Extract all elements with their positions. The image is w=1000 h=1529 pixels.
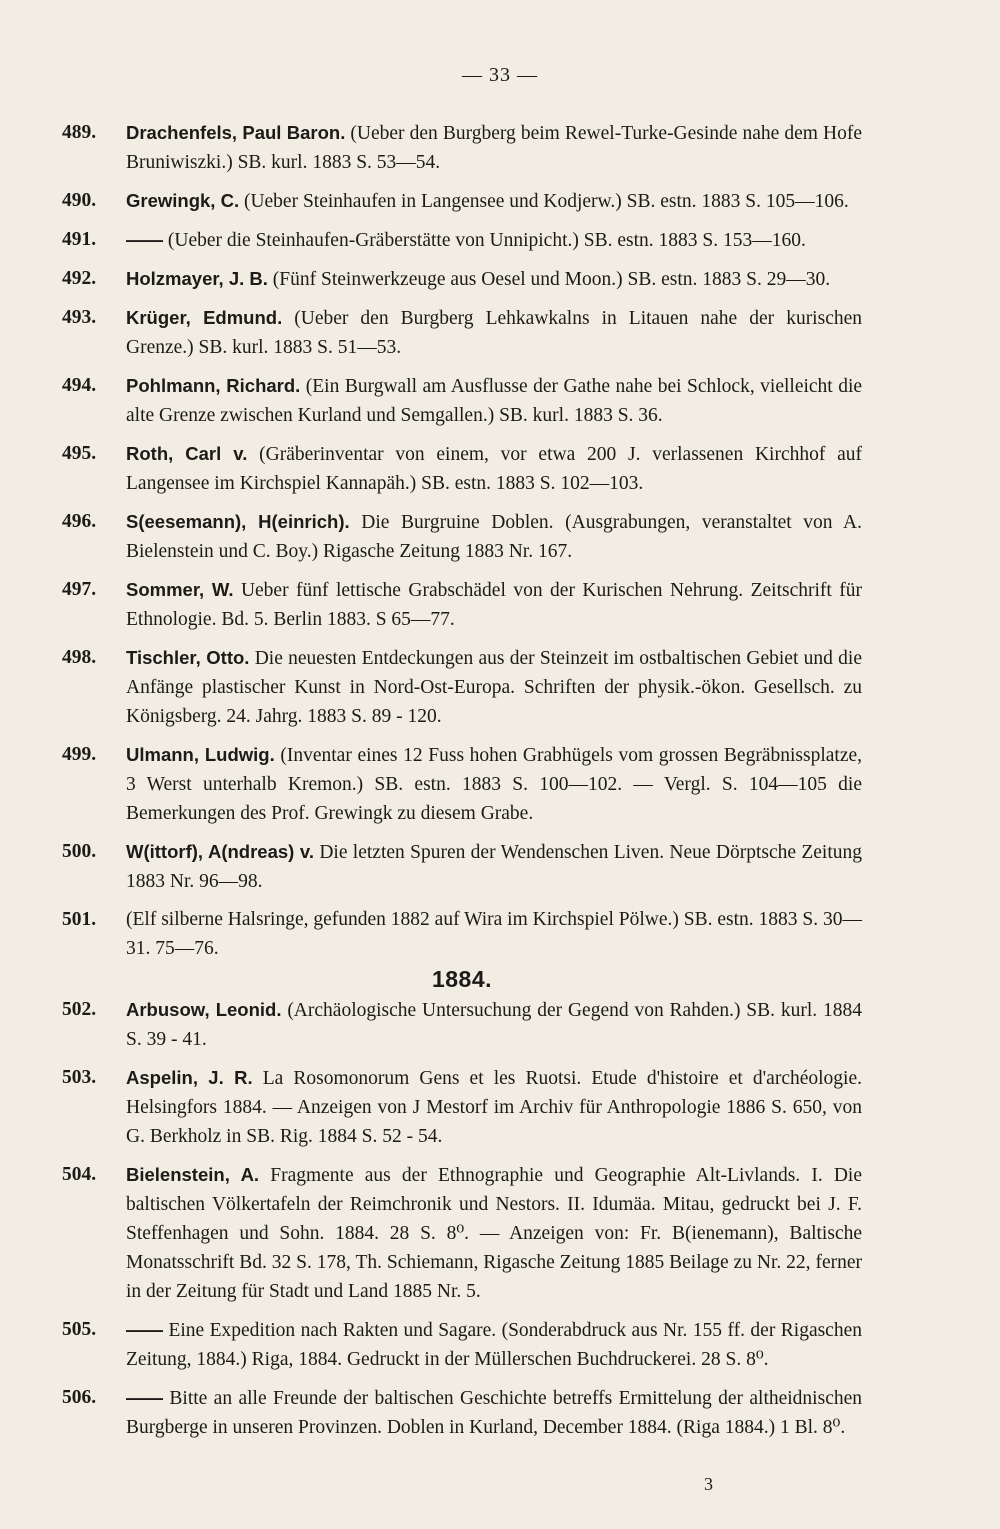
entry-author: Ulmann, Ludwig. <box>126 744 275 765</box>
entry-text: (Ueber Steinhaufen in Langensee und Kodjerw.) SB. estn. 1883 S. 105—106. <box>243 191 849 212</box>
bibliography-entry <box>62 1063 862 1151</box>
bibliography-entry <box>62 575 862 634</box>
entry-text: (Archäologische Untersuchung der Gegend von Rahden.) SB. kurl. 1884 S. 39 - 41. <box>126 1000 862 1050</box>
entry-author: Aspelin, J. R. <box>126 1067 253 1088</box>
entry-text: (Ueber den Burgberg Lehkawkalns in Litauen nahe der kurischen Grenze.) SB. kurl. 1883 S. 51—53. <box>126 308 862 358</box>
entry-text: Ueber fünf lettische Grabschädel von der Kurischen Nehrung. Zeitschrift für Ethnologie. Bd. 5. Berlin 1883. S 65—77. <box>126 580 863 630</box>
bibliography-entry <box>62 303 862 362</box>
entry-number: 496. <box>62 511 97 532</box>
entry-author: Drachenfels, Paul Baron. <box>126 122 346 143</box>
bibliography-entry <box>62 225 862 255</box>
entry-number: 495. <box>62 443 97 464</box>
entry-author: —— <box>126 1387 163 1408</box>
entry-author: Krüger, Edmund. <box>126 307 283 328</box>
entry-text: (Inventar eines 12 Fuss hohen Grabhügels vom grossen Begräbnissplatze, 3 Werst unterhalb Kremon.) SB. estn. 1883 S. 100—102. — Vergl. S. 104—105 die Bemerkungen des Prof. Grewingk zu diesem Grabe. <box>126 745 863 824</box>
entry-text: La Rosomonorum Gens et les Ruotsi. Etude d'histoire et d'archéologie. Helsingfors 1884. — Anzeigen von J Mestorf im Archiv für Anthropologie 1886 S. 650, von G. Berkholz in SB. Rig. 1884 S. 52 - 54. <box>126 1068 863 1147</box>
entry-author: Tischler, Otto. <box>126 647 250 668</box>
bibliography-entry <box>62 118 862 177</box>
entry-author: Holzmayer, J. B. <box>126 268 268 289</box>
bibliography-entry <box>62 995 862 1054</box>
bibliography-entry <box>62 264 862 294</box>
entry-number: 504. <box>62 1164 97 1185</box>
entry-text: (Ueber die Steinhaufen-Gräberstätte von Unnipicht.) SB. estn. 1883 S. 153—160. <box>167 230 806 251</box>
entry-text: (Ueber den Burgberg beim Rewel-Turke-Gesinde nahe dem Hofe Bruniwiszki.) SB. kurl. 1883 S. 53—54. <box>126 123 862 173</box>
bibliography-entry <box>62 740 862 828</box>
entry-number: 505. <box>62 1319 97 1340</box>
bibliography-entry <box>62 371 862 430</box>
bibliography-entry <box>62 1315 862 1374</box>
entry-author: Sommer, W. <box>126 579 234 600</box>
bibliography-entry <box>62 439 862 498</box>
entry-number: 494. <box>62 375 97 396</box>
entry-text: Eine Expedition nach Rakten und Sagare. (Sonderabdruck aus Nr. 155 ff. der Rigaschen Zeitung, 1884.) Riga, 1884. Gedruckt in der Müllerschen Buchdruckerei. 28 S. 8⁰. <box>126 1320 862 1370</box>
entry-number: 490. <box>62 190 97 211</box>
entry-text: Bitte an alle Freunde der baltischen Geschichte betreffs Ermittelung der altheidnischen Burgberge in unseren Provinzen. Doblen in Kurland, December 1884. (Riga 1884.) 1 Bl. 8⁰. <box>126 1388 863 1438</box>
entry-text: (Gräberinventar von einem, vor etwa 200 J. verlassenen Kirchhof auf Langensee im Kirchspiel Kannapäh.) SB. estn. 1883 S. 102—103. <box>126 444 862 494</box>
bibliography-entry <box>62 186 862 216</box>
entry-number: 502. <box>62 999 97 1020</box>
bibliography-entry <box>62 1160 862 1306</box>
signature-mark: 3 <box>704 1474 713 1494</box>
entry-text: Die letzten Spuren der Wendenschen Liven. Neue Dörptsche Zeitung 1883 Nr. 96—98. <box>126 842 863 892</box>
entry-number: 500. <box>62 841 97 862</box>
entry-text: (Elf silberne Halsringe, gefunden 1882 auf Wira im Kirchspiel Pölwe.) SB. estn. 1883 S. 30—31. 75—76. <box>126 909 862 959</box>
entries-1883 <box>62 118 862 963</box>
entry-author: —— <box>126 1319 163 1340</box>
bibliography-entry <box>62 905 862 963</box>
entry-text: Die Burgruine Doblen. (Ausgrabungen, veranstaltet von A. Bielenstein und C. Boy.) Rigasche Zeitung 1883 Nr. 167. <box>126 512 863 562</box>
bibliography-entry <box>62 507 862 566</box>
entry-text: (Fünf Steinwerkzeuge aus Oesel und Moon.) SB. estn. 1883 S. 29—30. <box>272 269 831 290</box>
page-number: — 33 — <box>462 64 538 86</box>
entry-author: Roth, Carl v. <box>126 443 248 464</box>
entry-number: 499. <box>62 744 97 765</box>
entry-text: (Ein Burgwall am Ausflusse der Gathe nahe bei Schlock, vielleicht die alte Grenze zwischen Kurland und Semgallen.) SB. kurl. 1883 S. 36. <box>126 376 863 426</box>
entry-number: 497. <box>62 579 97 600</box>
entry-author: Bielenstein, A. <box>126 1164 260 1185</box>
entry-number: 491. <box>62 229 97 250</box>
bibliography-entry <box>62 837 862 896</box>
entry-number: 506. <box>62 1387 97 1408</box>
entry-number: 498. <box>62 647 97 668</box>
entry-number: 489. <box>62 122 97 143</box>
entries-1884 <box>62 995 862 1442</box>
entry-author: Arbusow, Leonid. <box>126 999 282 1020</box>
entry-number: 492. <box>62 268 97 289</box>
entry-number: 493. <box>62 307 97 328</box>
entry-text: Fragmente aus der Ethnographie und Geographie Alt-Livlands. I. Die baltischen Völkertafeln der Reimchronik und Nestors. II. Idumäa. Mitau, gedruckt bei J. F. Steffenhagen und Sohn. 1884. 28 S. 8⁰. — Anzeigen von: Fr. B(ienemann), Baltische Monatsschrift Bd. 32 S. 178, Th. Schiemann, Rigasche Zeitung 1885 Beilage zu Nr. 22, ferner in der Zeitung für Stadt und Land 1885 Nr. 5. <box>126 1165 862 1302</box>
entry-author: S(eesemann), H(einrich). <box>126 511 350 532</box>
entry-text: Die neuesten Entdeckungen aus der Steinzeit im ostbaltischen Gebiet und die Anfänge plastischer Kunst in Nord-Ost-Europa. Schriften der physik.-ökon. Gesellsch. zu Königsberg. 24. Jahrg. 1883 S. 89 - 120. <box>126 648 862 727</box>
entry-author: W(ittorf), A(ndreas) v. <box>126 841 314 862</box>
year-heading: 1884. <box>431 966 493 992</box>
bibliography-list <box>62 118 862 1451</box>
bibliography-entry <box>62 1383 862 1442</box>
entry-author: Pohlmann, Richard. <box>126 375 301 396</box>
entry-number: 503. <box>62 1067 97 1088</box>
entry-author: —— <box>126 229 163 250</box>
bibliography-entry <box>62 643 862 731</box>
entry-author: Grewingk, C. <box>126 190 240 211</box>
entry-number: 501. <box>62 909 97 930</box>
